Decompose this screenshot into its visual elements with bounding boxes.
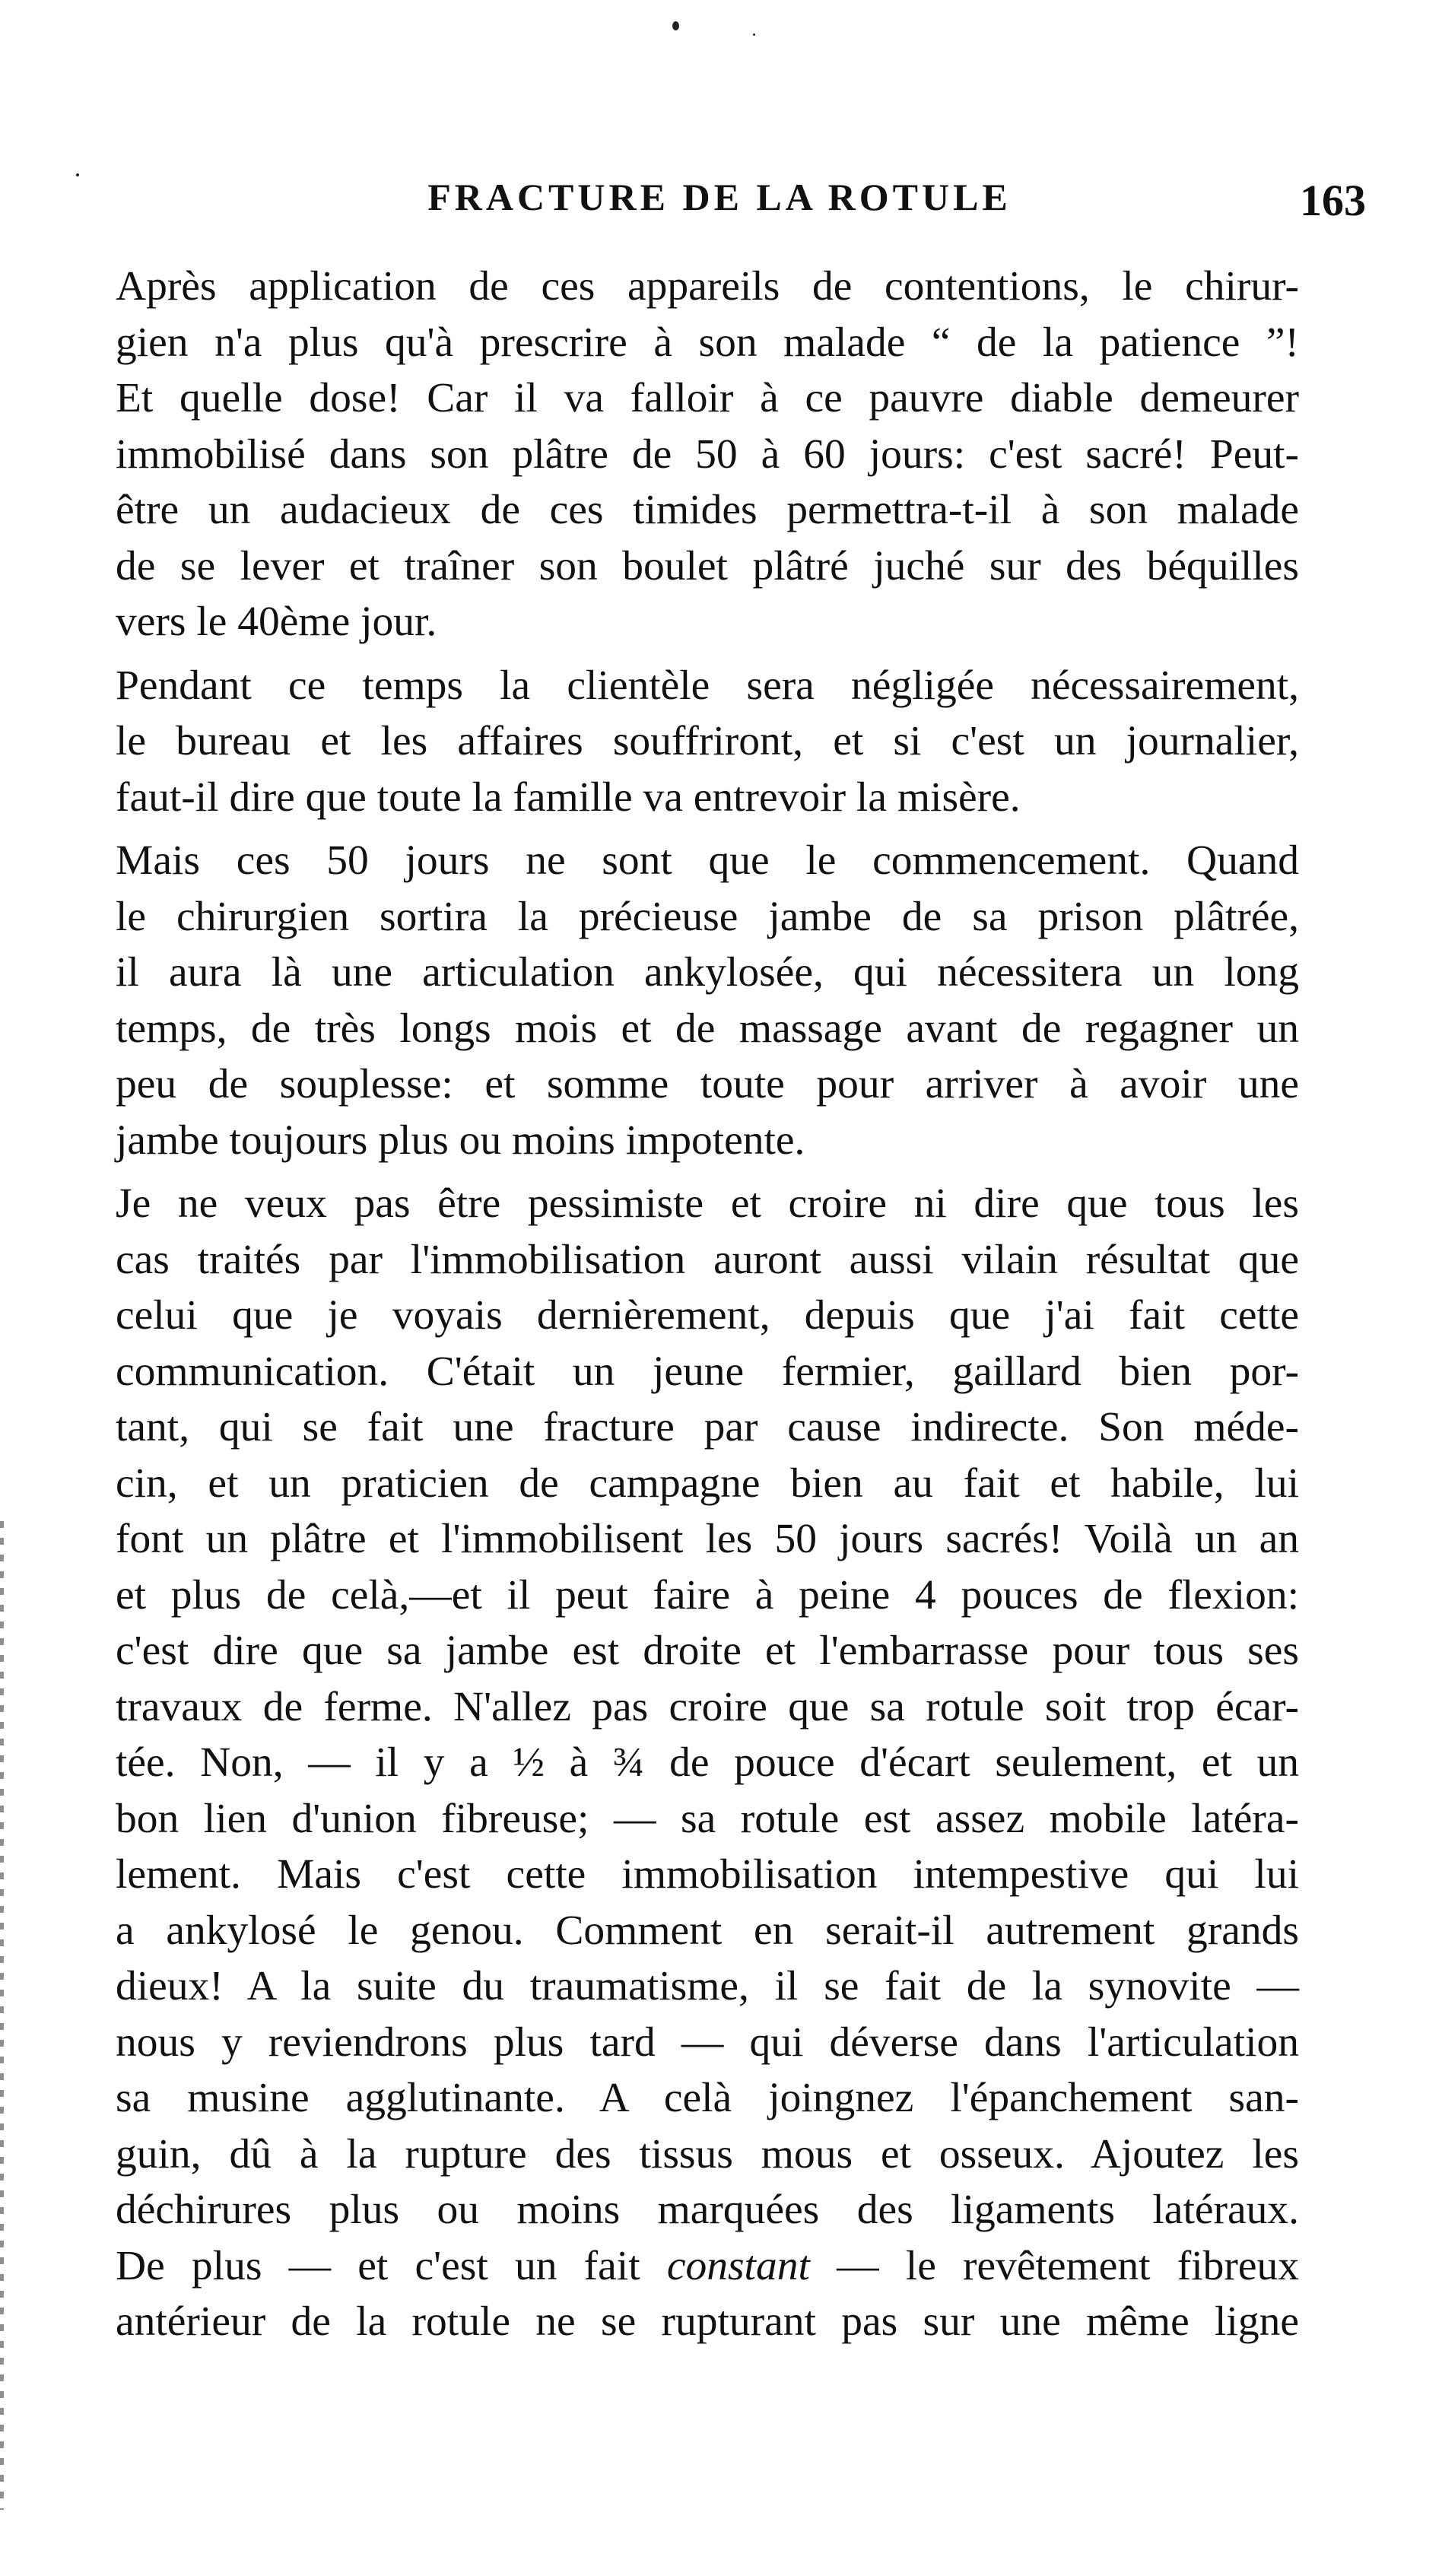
text-line: antérieur de la rotule ne se rupturant pas sur une même ligne <box>116 2298 1299 2345</box>
text-line: guin, dû à la rupture des tissus mous et osseux. Ajoutez les <box>116 2130 1299 2177</box>
text-line: et plus de celà,—et il peut faire à peine 4 pouces de flexion: <box>116 1571 1299 1618</box>
text-line: font un plâtre et l'immobilisent les 50 jours sacrés! Voilà un an <box>116 1516 1299 1562</box>
text-line: vers le 40ème jour. <box>116 599 437 645</box>
text-line: Je ne veux pas être pessimiste et croire ni dire que tous les <box>116 1180 1299 1227</box>
text-line: a ankylosé le genou. Comment en serait-il autrement grands <box>116 1907 1299 1954</box>
text-line: peu de souplesse: et somme toute pour arriver à avoir une <box>116 1061 1299 1107</box>
text-line: c'est dire que sa jambe est droite et l'embarrasse pour tous ses <box>116 1628 1299 1674</box>
text-line: temps, de très longs mois et de massage avant de regagner un <box>116 1005 1299 1052</box>
text-line: Mais ces 50 jours ne sont que le commencement. Quand <box>116 837 1299 884</box>
page-number: 163 <box>1300 176 1366 225</box>
text-line: dieux! A la suite du traumatisme, il se fait de la synovite — <box>116 1963 1299 2009</box>
running-title: FRACTURE DE LA ROTULE <box>427 176 1012 218</box>
text-line: immobilisé dans son plâtre de 50 à 60 jours: c'est sacré! Peut- <box>116 430 1299 478</box>
text-line: De plus — et c'est un fait constant — le revêtement fibreux <box>116 2242 1299 2289</box>
text-line: déchirures plus ou moins marquées des ligaments latéraux. <box>116 2187 1299 2233</box>
text-line: celui que je voyais dernièrement, depuis que j'ai fait cette <box>116 1292 1299 1339</box>
text-line: cin, et un praticien de campagne bien au fait et habile, lui <box>116 1460 1299 1507</box>
text-line: sa musine agglutinante. A celà joingnez l'épanchement san- <box>116 2075 1299 2121</box>
paragraph <box>73 658 1299 826</box>
text-line: le chirurgien sortira la précieuse jambe de sa prison plâtrée, <box>116 893 1299 940</box>
text-line: il aura là une articulation ankylosée, qui nécessitera un long <box>116 949 1299 996</box>
text-line: de se lever et traîner son boulet plâtré juché sur des béquilles <box>116 542 1299 589</box>
ink-speck <box>753 33 755 36</box>
text-line: travaux de ferme. N'allez pas croire que sa rotule soit trop écar- <box>116 1683 1299 1730</box>
text-line: nous y reviendrons plus tard — qui déverse dans l'articulation <box>116 2019 1299 2066</box>
text-line: être un audacieux de ces timides permettra-t-il à son malade <box>116 487 1299 533</box>
paragraph <box>73 1176 1299 2350</box>
text-line: tant, qui se fait une fracture par cause indirecte. Son méde- <box>116 1404 1299 1450</box>
text-line: bon lien d'union fibreuse; — sa rotule est assez mobile latéra- <box>116 1795 1299 1842</box>
paragraph <box>73 259 1299 650</box>
text-line: faut-il dire que toute la famille va entrevoir la misère. <box>116 773 1021 821</box>
text-line: tée. Non, — il y a ½ à ¾ de pouce d'écart seulement, et un <box>116 1739 1299 1786</box>
text-line: Et quelle dose! Car il va falloir à ce pauvre diable demeurer <box>116 375 1299 421</box>
text-line: le bureau et les affaires souffriront, et si c'est un journalier, <box>116 718 1299 764</box>
text-line: communication. C'était un jeune fermier, gaillard bien por- <box>116 1348 1299 1395</box>
text-line: lement. Mais c'est cette immobilisation intempestive qui lui <box>116 1851 1299 1898</box>
text-line: gien n'a plus qu'à prescrire à son malade “ de la patience ”! <box>116 319 1299 366</box>
binding-edge-mark <box>0 1521 4 2510</box>
text-line: Après application de ces appareils de contentions, le chirur- <box>116 263 1299 310</box>
paragraph <box>73 833 1299 1168</box>
page-header <box>73 175 1366 236</box>
ink-speck <box>672 21 679 30</box>
text-line: jambe toujours plus ou moins impotente. <box>116 1116 805 1164</box>
text-line: cas traités par l'immobilisation auront aussi vilain résultat que <box>116 1236 1299 1283</box>
text-line: Pendant ce temps la clientèle sera négligée nécessairement, <box>116 662 1299 709</box>
body-text <box>73 259 1299 2358</box>
